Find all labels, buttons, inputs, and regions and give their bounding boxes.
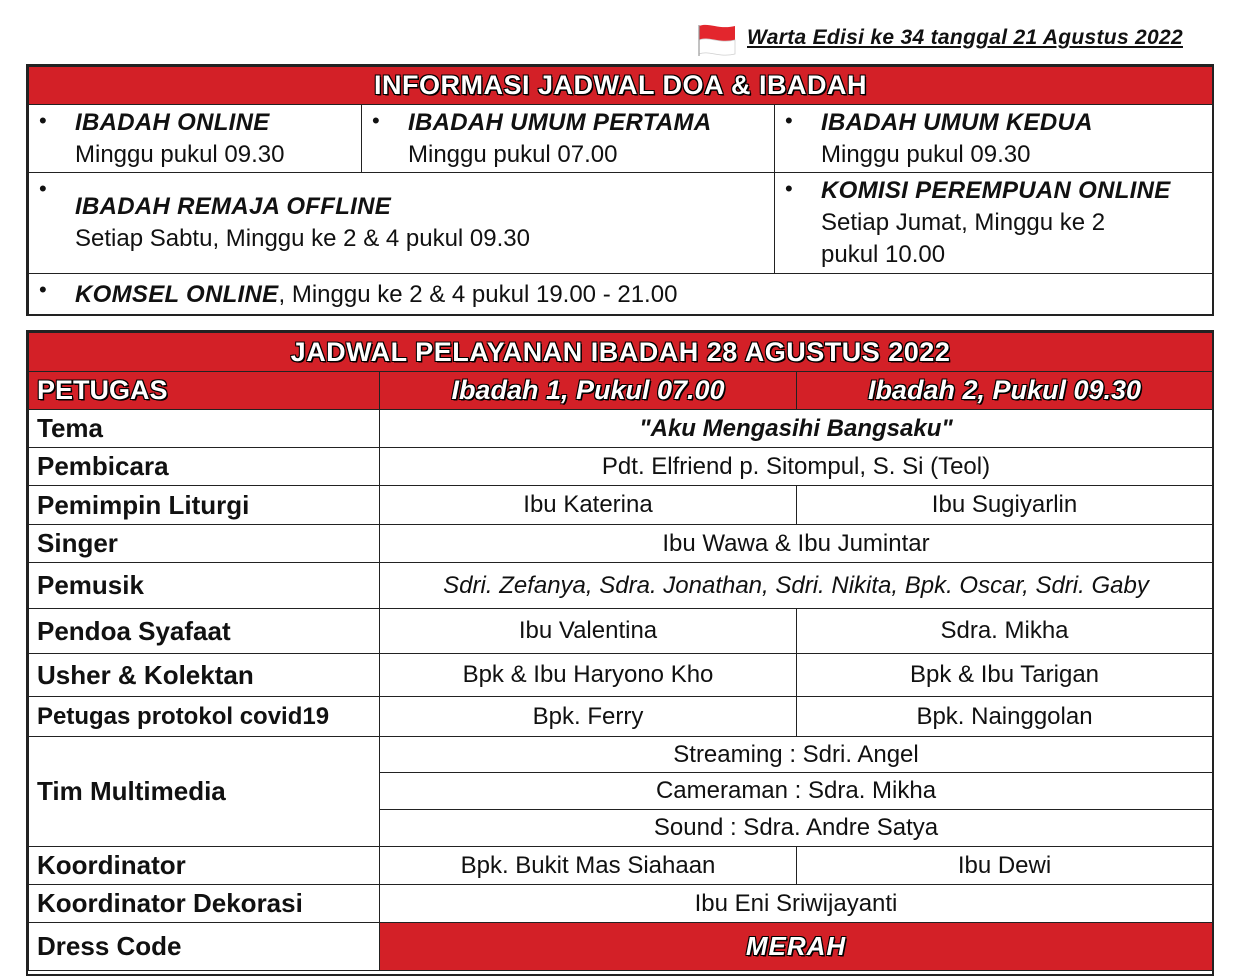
row-label: Dress Code [29,923,380,971]
bullet-icon: • [372,108,380,133]
worship-info-table [26,64,1214,316]
table-row [29,563,1213,609]
bullet-icon: • [39,277,47,302]
bullet-icon: • [39,176,47,201]
schedule-header-row [29,372,1213,410]
bullet-icon: • [39,108,47,133]
bullet-icon: • [785,176,793,201]
row-label: Pemimpin Liturgi [29,486,380,525]
row-value: Ibu Katerina [380,486,797,525]
info-title: INFORMASI JADWAL DOA & IBADAH [29,67,1213,105]
table-row [29,885,1213,923]
table-row [29,697,1213,737]
header-ibadah-2: Ibadah 2, Pukul 09.30 [797,372,1213,410]
row-label: Tema [29,410,380,448]
row-value: Ibu Wawa & Ibu Jumintar [380,525,1213,563]
row-value: Sdra. Mikha [797,609,1213,654]
info-item: • KOMISI PEREMPUAN ONLINE Setiap Jumat, Minggu ke 2 pukul 10.00 [775,173,1213,274]
row-label: Petugas protokol covid19 [29,697,380,737]
edition-header [695,22,1200,58]
bullet-icon: • [785,108,793,133]
row-label: Usher & Kolektan [29,654,380,697]
row-value: Bpk & Ibu Haryono Kho [380,654,797,697]
row-value: Sound : Sdra. Andre Satya [380,810,1213,847]
row-value: Ibu Eni Sriwijayanti [380,885,1213,923]
row-label: Singer [29,525,380,563]
row-value: Ibu Sugiyarlin [797,486,1213,525]
table-row [29,448,1213,486]
row-value: "Aku Mengasihi Bangsaku" [380,410,1213,448]
row-label: Pendoa Syafaat [29,609,380,654]
row-value: Bpk. Ferry [380,697,797,737]
row-label: Koordinator [29,847,380,885]
table-row [29,525,1213,563]
table-row [29,923,1213,971]
service-schedule-table [26,330,1214,976]
row-value: Sdri. Zefanya, Sdra. Jonathan, Sdri. Nikita, Bpk. Oscar, Sdri. Gaby [380,563,1213,609]
header-ibadah-1: Ibadah 1, Pukul 07.00 [380,372,797,410]
row-value: Ibu Valentina [380,609,797,654]
row-value: Bpk. Nainggolan [797,697,1213,737]
info-item: • IBADAH UMUM KEDUA Minggu pukul 09.30 [775,105,1213,173]
row-value: Cameraman : Sdra. Mikha [380,773,1213,810]
row-value: Bpk & Ibu Tarigan [797,654,1213,697]
header-petugas: PETUGAS [29,372,380,410]
edition-text: Warta Edisi ke 34 tanggal 21 Agustus 2022 [747,26,1183,49]
table-row [29,486,1213,525]
row-value: Ibu Dewi [797,847,1213,885]
table-row [29,410,1213,448]
table-row [29,609,1213,654]
row-label: Tim Multimedia [29,737,380,847]
indonesia-flag-icon [695,22,739,58]
schedule-title: JADWAL PELAYANAN IBADAH 28 AGUSTUS 2022 [29,333,1213,372]
dress-code-value: MERAH [380,923,1213,971]
row-value: Pdt. Elfriend p. Sitompul, S. Si (Teol) [380,448,1213,486]
row-value: Bpk. Bukit Mas Siahaan [380,847,797,885]
info-item: • IBADAH ONLINE Minggu pukul 09.30 [29,105,362,173]
info-item: • KOMSEL ONLINE, Minggu ke 2 & 4 pukul 19.00 - 21.00 [29,274,1213,316]
info-item: • IBADAH REMAJA OFFLINE Setiap Sabtu, Minggu ke 2 & 4 pukul 09.30 [29,173,775,274]
table-row [29,654,1213,697]
row-label: Pembicara [29,448,380,486]
table-row [29,737,1213,773]
table-row [29,847,1213,885]
row-label: Pemusik [29,563,380,609]
row-value: Streaming : Sdri. Angel [380,737,1213,773]
row-label: Koordinator Dekorasi [29,885,380,923]
info-item: • IBADAH UMUM PERTAMA Minggu pukul 07.00 [362,105,775,173]
